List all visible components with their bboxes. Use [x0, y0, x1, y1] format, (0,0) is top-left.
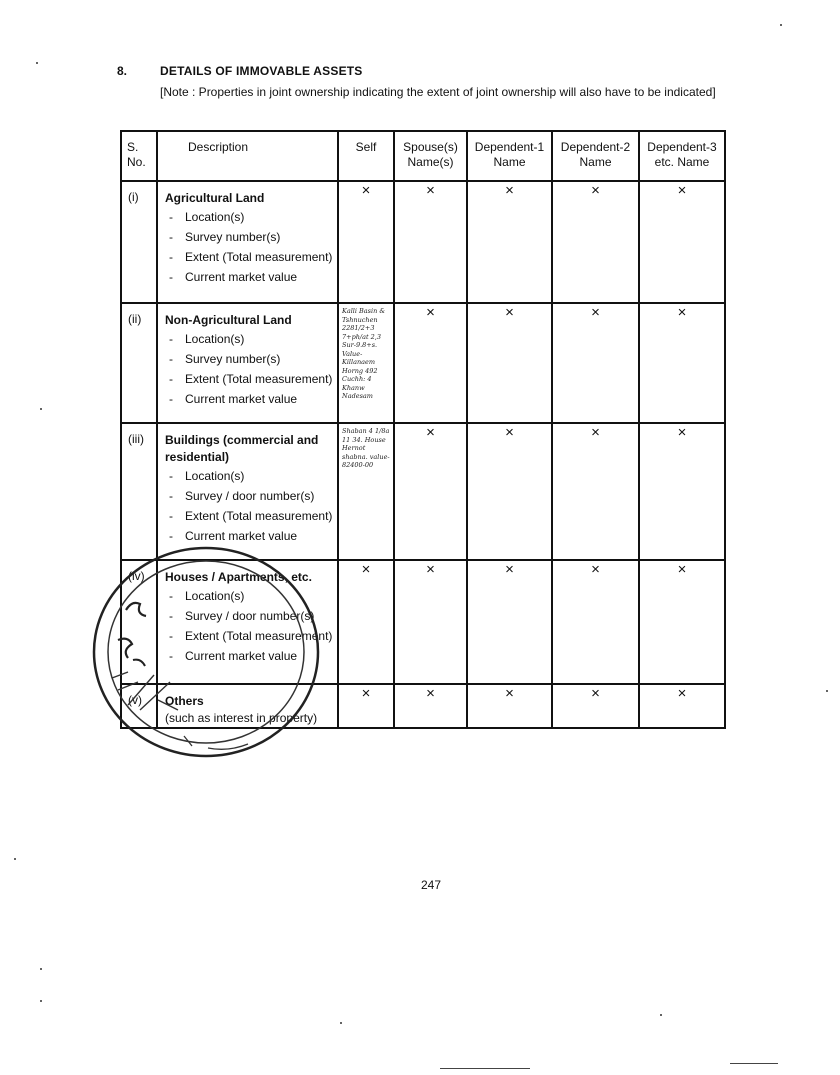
list-item: - Survey / door number(s) — [165, 488, 333, 505]
cell-dep3-mark: × — [639, 423, 725, 560]
cell-dep1-mark: × — [467, 423, 552, 560]
row-sno: (iv) — [121, 560, 157, 684]
list-item: - Current market value — [165, 391, 333, 408]
section-note: [Note : Properties in joint ownership indicating the extent of joint ownership will also have to be indicated] — [160, 85, 716, 99]
header-description: Description — [157, 131, 338, 181]
list-item: - Extent (Total measurement) — [165, 508, 333, 525]
row-sno: (i) — [121, 181, 157, 303]
cell-dep1-mark: × — [467, 303, 552, 423]
cell-spouse-mark: × — [394, 560, 467, 684]
section-number: 8. — [117, 64, 128, 78]
cell-spouse-mark: × — [394, 181, 467, 303]
cell-spouse-mark: × — [394, 303, 467, 423]
cell-self-handwritten: Kalli Basin & Tshnuchen 2281/2+3 7+ph/at 2,3 Sur-9.8+s. Value- Killanaem Horng 492 Cuchh: 4 Khanw Nadesam — [338, 303, 394, 423]
header-self: Self — [338, 131, 394, 181]
list-item: - Current market value — [165, 648, 333, 665]
list-item: - Survey number(s) — [165, 229, 333, 246]
list-item: - Location(s) — [165, 468, 333, 485]
cell-dep3-mark: × — [639, 303, 725, 423]
row-sno: (iii) — [121, 423, 157, 560]
row-subtitle: (such as interest in property) — [165, 711, 318, 725]
cell-dep1-mark: × — [467, 181, 552, 303]
list-item: - Location(s) — [165, 588, 333, 605]
header-sno: S. No. — [121, 131, 157, 181]
cell-dep2-mark: × — [552, 684, 639, 728]
row-title: Houses / Apartments, etc. — [165, 570, 312, 584]
section-title: DETAILS OF IMMOVABLE ASSETS — [160, 64, 363, 78]
header-spouse: Spouse(s) Name(s) — [394, 131, 467, 181]
row-description — [157, 181, 338, 303]
row-description — [157, 303, 338, 423]
cell-dep2-mark: × — [552, 303, 639, 423]
cell-self-mark: × — [338, 684, 394, 728]
cell-dep3-mark: × — [639, 181, 725, 303]
header-row — [121, 131, 725, 181]
list-item: - Survey / door number(s) — [165, 608, 333, 625]
list-item: - Current market value — [165, 528, 333, 545]
row-title: Others — [165, 694, 204, 708]
row-title: Agricultural Land — [165, 191, 265, 205]
page-number: 247 — [421, 878, 442, 892]
official-seal-stamp — [88, 540, 328, 770]
cell-self-handwritten: Shaban 4 1/8a 11 34. House Hernot shabna. value- 82400-00 — [338, 423, 394, 560]
cell-self-mark: × — [338, 181, 394, 303]
cell-dep3-mark: × — [639, 684, 725, 728]
cell-spouse-mark: × — [394, 684, 467, 728]
list-item: - Location(s) — [165, 331, 333, 348]
row-title: Buildings (commercial and residential) — [165, 433, 319, 464]
list-item: - Location(s) — [165, 209, 333, 226]
header-dependent-1: Dependent-1 Name — [467, 131, 552, 181]
cell-dep2-mark: × — [552, 423, 639, 560]
row-title: Non-Agricultural Land — [165, 313, 292, 327]
row-sno: (ii) — [121, 303, 157, 423]
cell-dep3-mark: × — [639, 560, 725, 684]
table-row — [121, 303, 725, 423]
list-item: - Extent (Total measurement) — [165, 371, 333, 388]
cell-dep2-mark: × — [552, 560, 639, 684]
cell-dep2-mark: × — [552, 181, 639, 303]
cell-dep1-mark: × — [467, 560, 552, 684]
table-row — [121, 181, 725, 303]
cell-self-mark: × — [338, 560, 394, 684]
list-item: - Survey number(s) — [165, 351, 333, 368]
cell-spouse-mark: × — [394, 423, 467, 560]
list-item: - Extent (Total measurement) — [165, 249, 333, 266]
header-dependent-3: Dependent-3 etc. Name — [639, 131, 725, 181]
list-item: - Current market value — [165, 269, 333, 286]
header-dependent-2: Dependent-2 Name — [552, 131, 639, 181]
row-sno: (v) — [121, 684, 157, 728]
list-item: - Extent (Total measurement) — [165, 628, 333, 645]
cell-dep1-mark: × — [467, 684, 552, 728]
